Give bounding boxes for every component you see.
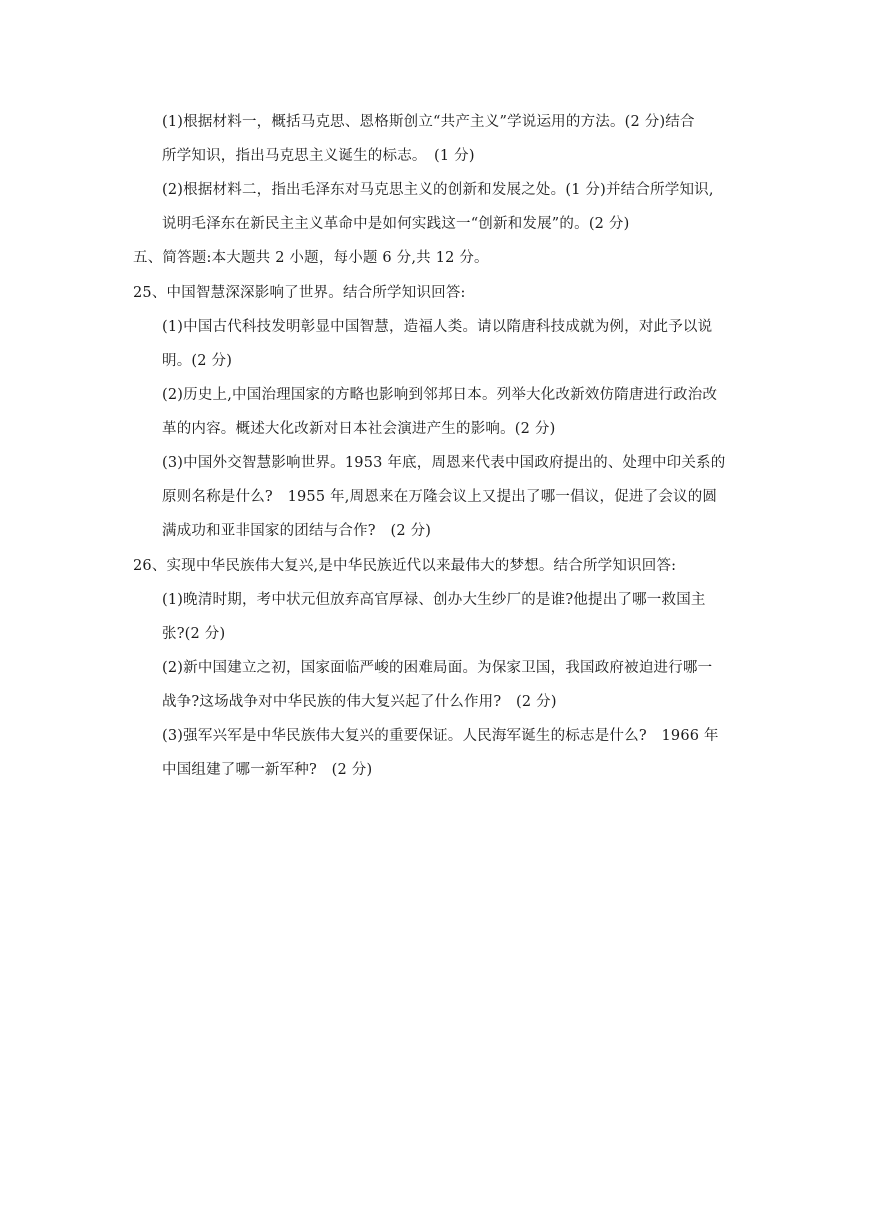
section-five-heading: 五、简答题:本大题共 2 小题，每小题 6 分,共 12 分。 [133, 250, 489, 266]
q25-part1-line2: 明。(2 分) [162, 353, 233, 369]
q25-part1-line1: (1)中国古代科技发明彰显中国智慧，造福人类。请以隋唐科技成就为例，对此予以说 [162, 319, 713, 335]
q24-part2-line2: 说明毛泽东在新民主主义革命中是如何实践这一“创新和发展”的。(2 分) [162, 216, 630, 232]
q26-stem: 26、实现中华民族伟大复兴,是中华民族近代以来最伟大的梦想。结合所学知识回答: [133, 558, 677, 574]
q25-stem: 25、中国智慧深深影响了世界。结合所学知识回答: [133, 285, 466, 301]
q26-part2-line2: 战争?这场战争对中华民族的伟大复兴起了什么作用? (2 分) [162, 694, 557, 710]
q25-part3-line3: 满成功和亚非国家的团结与合作? (2 分) [162, 523, 432, 539]
q25-part3-line1: (3)中国外交智慧影响世界。1953 年底，周恩来代表中国政府提出的、处理中印关系的 [162, 455, 726, 471]
q24-part1-line2: 所学知识，指出马克思主义诞生的标志。 (1 分) [162, 148, 475, 164]
q26-part1-line1: (1)晚清时期，考中状元但放弃高官厚禄、创办大生纱厂的是谁?他提出了哪一救国主 [162, 592, 706, 608]
q25-part3-line2: 原则名称是什么? 1955 年,周恩来在万隆会议上又提出了哪一倡议，促进了会议的圆 [162, 489, 718, 505]
q26-part3-line2: 中国组建了哪一新军种? (2 分) [162, 762, 373, 778]
q24-part2-line1: (2)根据材料二，指出毛泽东对马克思主义的创新和发展之处。(1 分)并结合所学知识, [162, 182, 714, 198]
q26-part1-line2: 张?(2 分) [162, 626, 226, 642]
q26-part3-line1: (3)强军兴军是中华民族伟大复兴的重要保证。人民海军诞生的标志是什么? 1966 年 [162, 728, 719, 744]
q24-part1-line1: (1)根据材料一，概括马克思、恩格斯创立“共产主义”学说运用的方法。(2 分)结合 [162, 114, 695, 130]
q25-part2-line1: (2)历史上,中国治理国家的方略也影响到邻邦日本。列举大化改新效仿隋唐进行政治改 [162, 387, 718, 403]
q25-part2-line2: 革的内容。概述大化改新对日本社会演进产生的影响。(2 分) [162, 421, 556, 437]
q26-part2-line1: (2)新中国建立之初，国家面临严峻的困难局面。为保家卫国，我国政府被迫进行哪一 [162, 660, 713, 676]
